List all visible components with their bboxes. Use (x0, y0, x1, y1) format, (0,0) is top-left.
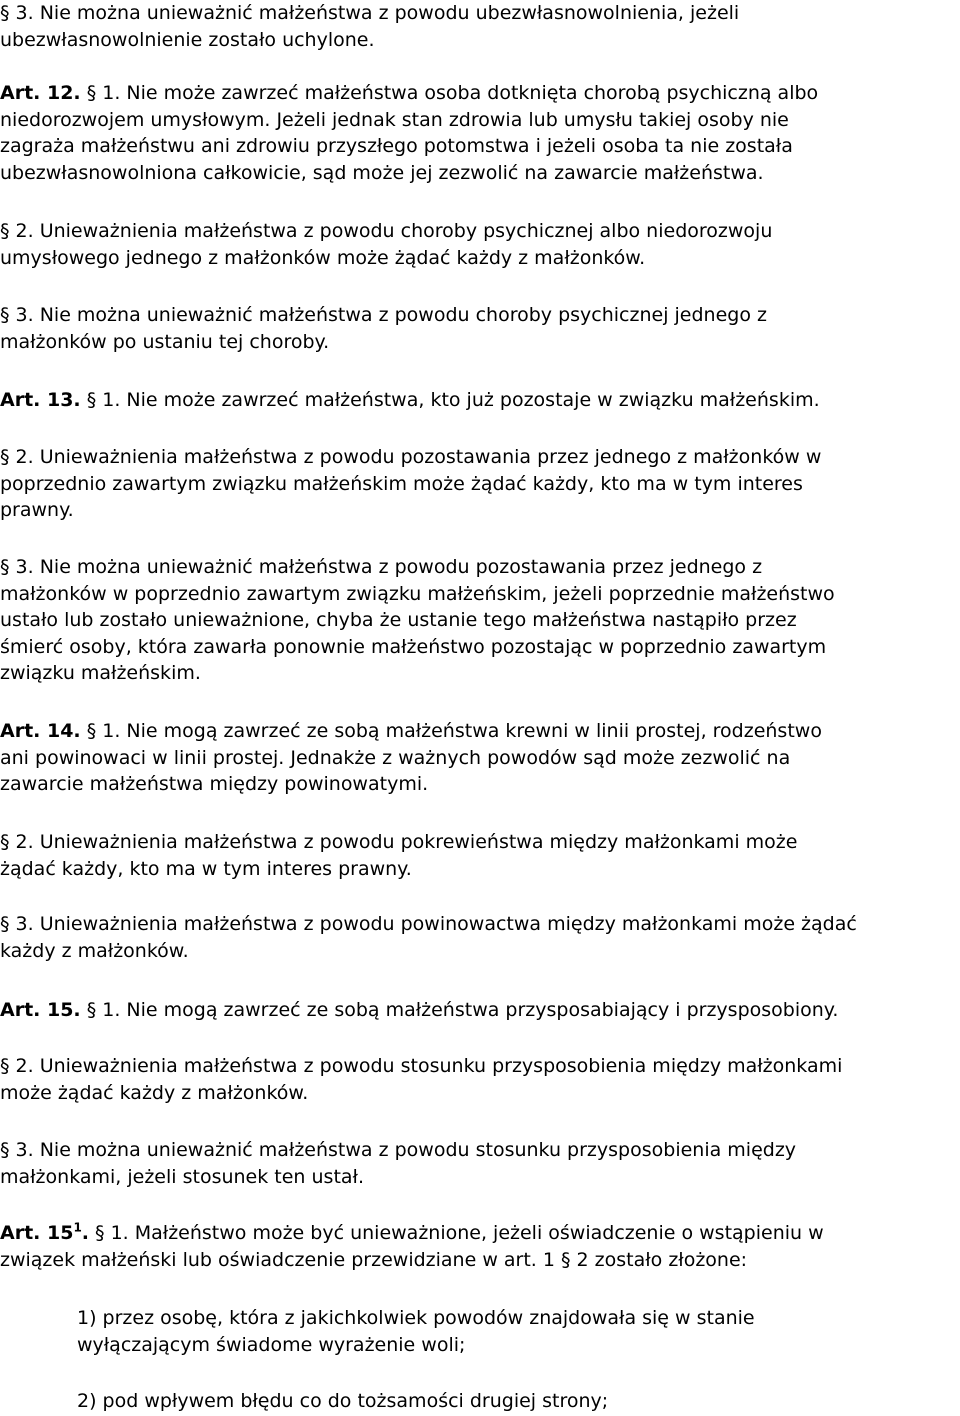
paragraph (0, 444, 960, 524)
text-line: każdy z małżonków. (0, 939, 189, 962)
article-paragraph (0, 997, 960, 1024)
text-line: § 2. Unieważnienia małżeństwa z powodu stosunku przysposobienia między małżonkami (0, 1055, 843, 1077)
text-line: poprzednio zawartym związku małżeńskim może żądać każdy, kto ma w tym interes (0, 472, 803, 495)
text-line: małżonków po ustaniu tej choroby. (0, 330, 330, 353)
paragraph (0, 1053, 960, 1106)
article-paragraph (0, 80, 960, 186)
text-line: może żądać każdy z małżonków. (0, 1081, 309, 1104)
paragraph (0, 218, 960, 271)
text-line: § 2. Unieważnienia małżeństwa z powodu pokrewieństwa między małżonkami może (0, 831, 798, 853)
text-line: umysłowego jednego z małżonków może żądać każdy z małżonków. (0, 246, 646, 269)
article-paragraph (0, 718, 960, 798)
text-line (0, 997, 960, 1024)
paragraph (0, 302, 960, 355)
article-paragraph (0, 1220, 960, 1273)
text-segment: § 1. Nie może zawrzeć małżeństwa, kto już pozostaje w związku małżeńskim. (80, 389, 820, 411)
article-superscript: 1 (73, 1220, 82, 1235)
text-line: ani powinowaci w linii prostej. Jednakże z ważnych powodów sąd może zezwolić na (0, 746, 791, 769)
paragraph (0, 911, 960, 964)
text-line: § 3. Nie można unieważnić małżeństwa z powodu choroby psychicznej jednego z (0, 304, 767, 326)
text-segment: § 1. Nie może zawrzeć małżeństwa osoba dotknięta chorobą psychiczną albo (80, 82, 819, 104)
paragraph (0, 0, 960, 53)
paragraph (0, 829, 960, 882)
text-line: małżonków w poprzednio zawartym związku małżeńskim, jeżeli poprzednie małżeństwo (0, 582, 835, 605)
paragraph (0, 1137, 960, 1190)
article-paragraph (0, 387, 960, 414)
text-line: zawarcie małżeństwa między powinowatymi. (0, 773, 429, 795)
article-label: Art. 12. (0, 82, 81, 104)
paragraph (0, 554, 960, 687)
text-line (0, 718, 960, 745)
text-line: żądać każdy, kto ma w tym interes prawny. (0, 857, 412, 880)
text-line: 2) pod wpływem błędu co do tożsamości drugiej strony; (77, 1390, 609, 1412)
text-line (0, 80, 960, 107)
text-line: ustało lub zostało unieważnione, chyba że ustanie tego małżeństwa nastąpiło przez (0, 609, 797, 631)
text-line: wyłączającym świadome wyrażenie woli; (77, 1333, 466, 1356)
text-line: § 3. Nie można unieważnić małżeństwa z powodu pozostawania przez jednego z (0, 556, 763, 578)
text-line: związku małżeńskim. (0, 662, 201, 684)
article-label: Art. 13. (0, 389, 81, 411)
article-label: Art. 15. (0, 999, 81, 1021)
text-line: małżonkami, jeżeli stosunek ten ustał. (0, 1165, 364, 1188)
text-line: § 2. Unieważnienia małżeństwa z powodu pozostawania przez jednego z małżonków w (0, 446, 822, 468)
text-line: 1) przez osobę, która z jakichkolwiek powodów znajdowała się w stanie (77, 1307, 755, 1329)
text-line: § 3. Unieważnienia małżeństwa z powodu powinowactwa między małżonkami może żądać (0, 913, 857, 935)
text-line (0, 387, 960, 414)
text-line: prawny. (0, 499, 74, 521)
text-line: ubezwłasnowolnienie zostało uchylone. (0, 28, 375, 51)
text-segment: § 1. Nie mogą zawrzeć ze sobą małżeństwa przysposabiający i przysposobiony. (80, 999, 839, 1021)
text-line: ubezwłasnowolniona całkowicie, sąd może jej zezwolić na zawarcie małżeństwa. (0, 161, 764, 184)
text-line: niedorozwojem umysłowym. Jeżeli jednak stan zdrowia lub umysłu takiej osoby nie (0, 108, 789, 131)
list-item (77, 1388, 960, 1415)
article-number: Art. 15 (0, 1222, 74, 1244)
text-line: śmierć osoby, która zawarła ponownie małżeństwo pozostając w poprzednio zawartym (0, 635, 827, 658)
text-segment: § 1. Nie mogą zawrzeć ze sobą małżeństwa krewni w linii prostej, rodzeństwo (80, 720, 822, 742)
text-line: § 3. Nie można unieważnić małżeństwa z powodu ubezwłasnowolnienia, jeżeli (0, 2, 740, 24)
article-label: Art. 14. (0, 720, 81, 742)
list-item (77, 1305, 960, 1358)
text-line (0, 1220, 960, 1247)
article-dot: . (81, 1222, 90, 1244)
text-line: związek małżeński lub oświadczenie przewidziane w art. 1 § 2 zostało złożone: (0, 1248, 748, 1271)
text-line: § 2. Unieważnienia małżeństwa z powodu choroby psychicznej albo niedorozwoju (0, 220, 773, 242)
text-line: zagraża małżeństwu ani zdrowiu przyszłego potomstwa i jeżeli osoba ta nie została (0, 135, 793, 157)
article-label (0, 1222, 89, 1244)
text-line: § 3. Nie można unieważnić małżeństwa z powodu stosunku przysposobienia między (0, 1139, 797, 1161)
text-segment: § 1. Małżeństwo może być unieważnione, jeżeli oświadczenie o wstąpieniu w (89, 1222, 824, 1244)
